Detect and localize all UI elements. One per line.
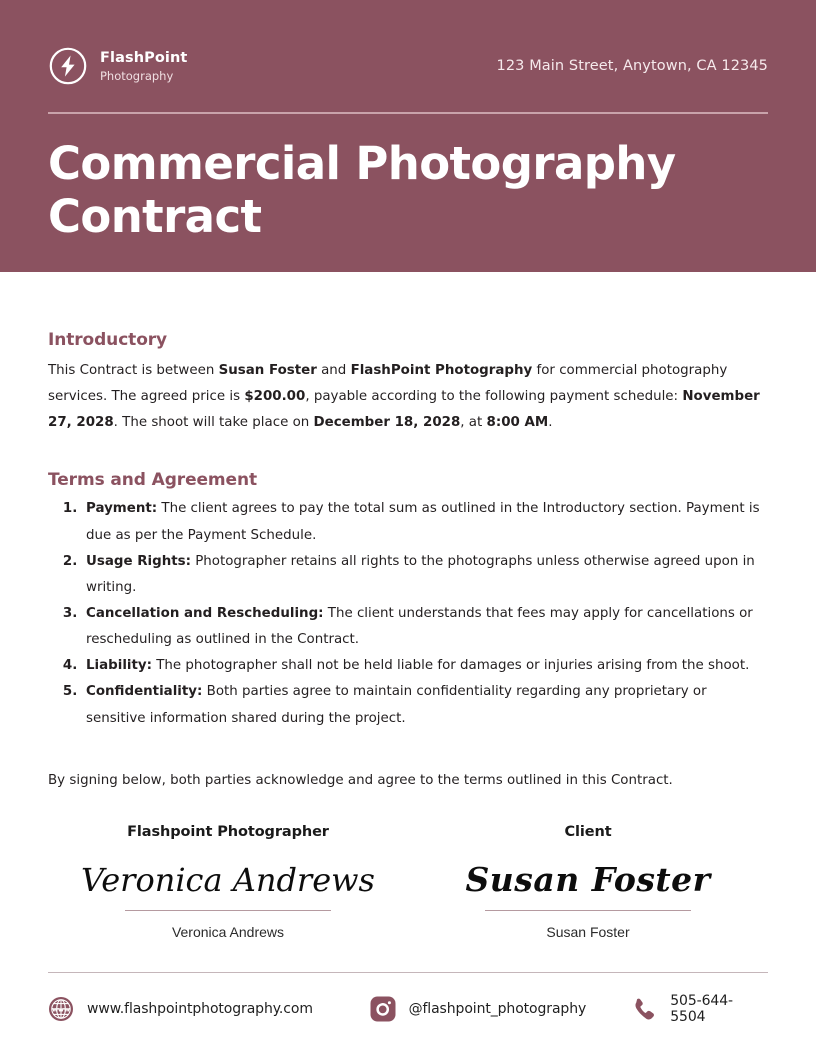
acknowledgement-text: By signing below, both parties acknowledge and agree to the terms outlined in this Contract. — [48, 772, 673, 788]
footer-phone[interactable] — [631, 993, 768, 1025]
instagram-icon — [370, 996, 396, 1022]
term-text: Both parties agree to maintain confidentiality regarding any proprietary or sensitive information shared during the project. — [86, 684, 707, 726]
term-label: Confidentiality: — [86, 684, 203, 700]
header-top-row — [48, 0, 768, 86]
signature-role-label: Flashpoint Photographer — [127, 823, 329, 840]
list-item — [82, 549, 768, 601]
terms-section — [48, 436, 768, 731]
introductory-heading: Introductory — [48, 330, 168, 350]
list-item — [82, 679, 768, 731]
term-text: The client understands that fees may apply for cancellations or rescheduling as outlined in the Contract. — [86, 605, 753, 648]
signature-line — [125, 910, 331, 912]
list-item — [82, 601, 768, 653]
term-label: Usage Rights: — [86, 553, 191, 569]
introductory-section — [48, 272, 768, 436]
lightning-bolt-circle-icon — [48, 46, 88, 86]
page-title: Commercial Photography Contract — [48, 137, 676, 243]
footer-instagram-text: @flashpoint_photography — [408, 1001, 587, 1018]
signature-block-client — [408, 824, 768, 941]
list-item — [82, 653, 768, 679]
footer-phone-text: 505-644-5504 — [670, 993, 733, 1026]
svg-text:www: www — [52, 1005, 70, 1014]
brand-subtitle: Photography — [100, 68, 174, 83]
phone-icon — [631, 996, 657, 1022]
company-address: 123 Main Street, Anytown, CA 12345 — [496, 58, 768, 74]
brand-text — [100, 50, 187, 81]
signature-mark-client[interactable]: Susan Foster — [465, 859, 711, 899]
terms-list — [48, 496, 768, 731]
introductory-paragraph: This Contract is between Susan Foster and FlashPoint Photography for commercial photography services. The agreed price is $200.00, payable according to the following payment schedule: November 27, 2028. The shoot will take place on December 18, 2028, at 8:00 AM. — [48, 363, 760, 431]
terms-heading: Terms and Agreement — [48, 470, 258, 491]
signature-printed-name: Susan Foster — [546, 924, 630, 941]
document-body — [0, 272, 816, 940]
footer-website[interactable] — [48, 996, 370, 1022]
term-text: The client agrees to pay the total sum as outlined in the Introductory section. Payment is due as per the Payment Schedule. — [86, 501, 760, 543]
signature-block-photographer — [48, 824, 408, 941]
signature-role-label: Client — [564, 823, 612, 840]
signature-section — [48, 824, 768, 941]
signature-mark-photographer[interactable]: Veronica Andrews — [81, 860, 375, 899]
document-header — [0, 0, 816, 272]
globe-www-icon — [48, 996, 74, 1022]
term-label: Cancellation and Rescheduling: — [86, 605, 324, 621]
signature-line — [485, 910, 691, 912]
brand-logo — [48, 46, 187, 86]
term-text: The photographer shall not be held liable for damages or injuries arising from the shoot. — [152, 658, 750, 674]
signature-printed-name: Veronica Andrews — [171, 924, 285, 941]
term-label: Liability: — [86, 658, 152, 674]
term-text: Photographer retains all rights to the photographs unless otherwise agreed upon in writing. — [86, 553, 755, 595]
list-item — [82, 496, 768, 548]
term-label: Payment: — [86, 501, 158, 517]
footer-instagram[interactable] — [370, 996, 632, 1022]
footer-website-text: www.flashpointphotography.com — [87, 1001, 313, 1018]
header-divider — [48, 112, 768, 114]
document-footer — [0, 973, 816, 1025]
brand-name: FlashPoint — [100, 50, 188, 67]
